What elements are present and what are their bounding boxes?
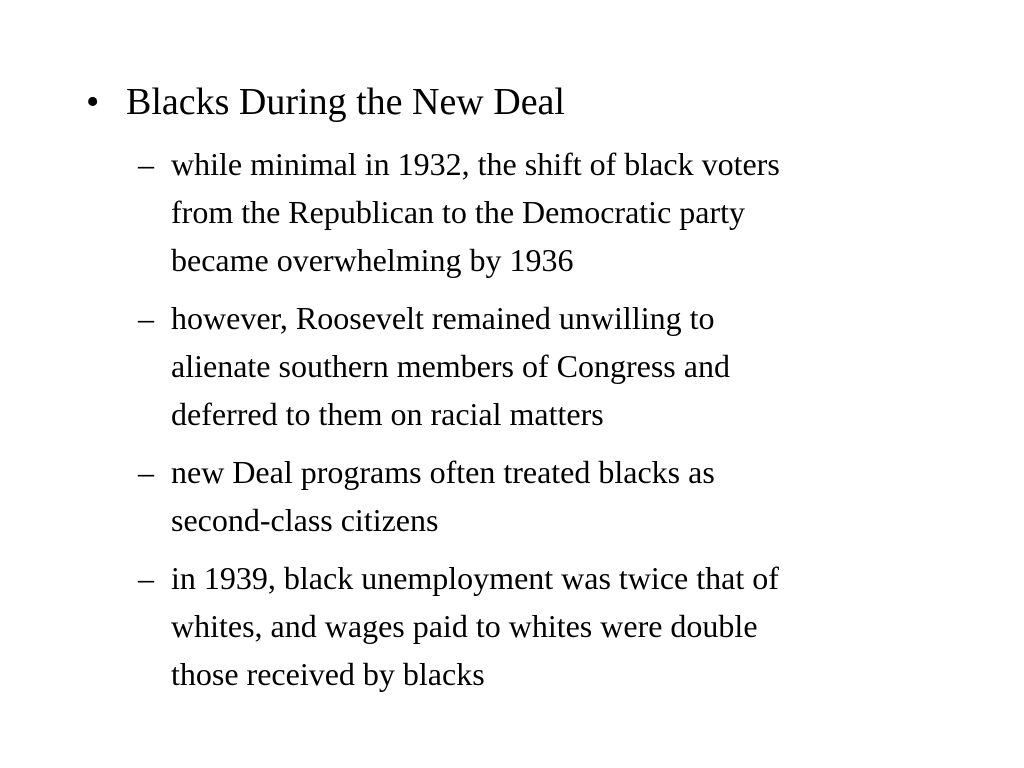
list-item xyxy=(138,554,958,698)
list-item xyxy=(138,448,958,544)
dash-icon: – xyxy=(138,146,154,182)
sub-point-text: new Deal programs often treated blacks as second-class citizens xyxy=(171,454,715,538)
bullet-icon: • xyxy=(86,81,100,123)
sub-point-text: however, Roosevelt remained unwilling to alienate southern members of Congress and deferred to them on racial matters xyxy=(171,300,730,432)
slide-heading: Blacks During the New Deal xyxy=(126,81,565,123)
list-item xyxy=(138,294,958,438)
sub-point-text: while minimal in 1932, the shift of black voters from the Republican to the Democratic party became overwhelming by 1936 xyxy=(171,146,780,278)
heading-bullet xyxy=(86,78,966,126)
list-item xyxy=(138,140,958,284)
sub-point-text: in 1939, black unemployment was twice that of whites, and wages paid to whites were double those received by blacks xyxy=(171,560,779,692)
sub-point-list xyxy=(138,140,958,708)
dash-icon: – xyxy=(138,300,154,336)
dash-icon: – xyxy=(138,454,154,490)
dash-icon: – xyxy=(138,560,154,596)
